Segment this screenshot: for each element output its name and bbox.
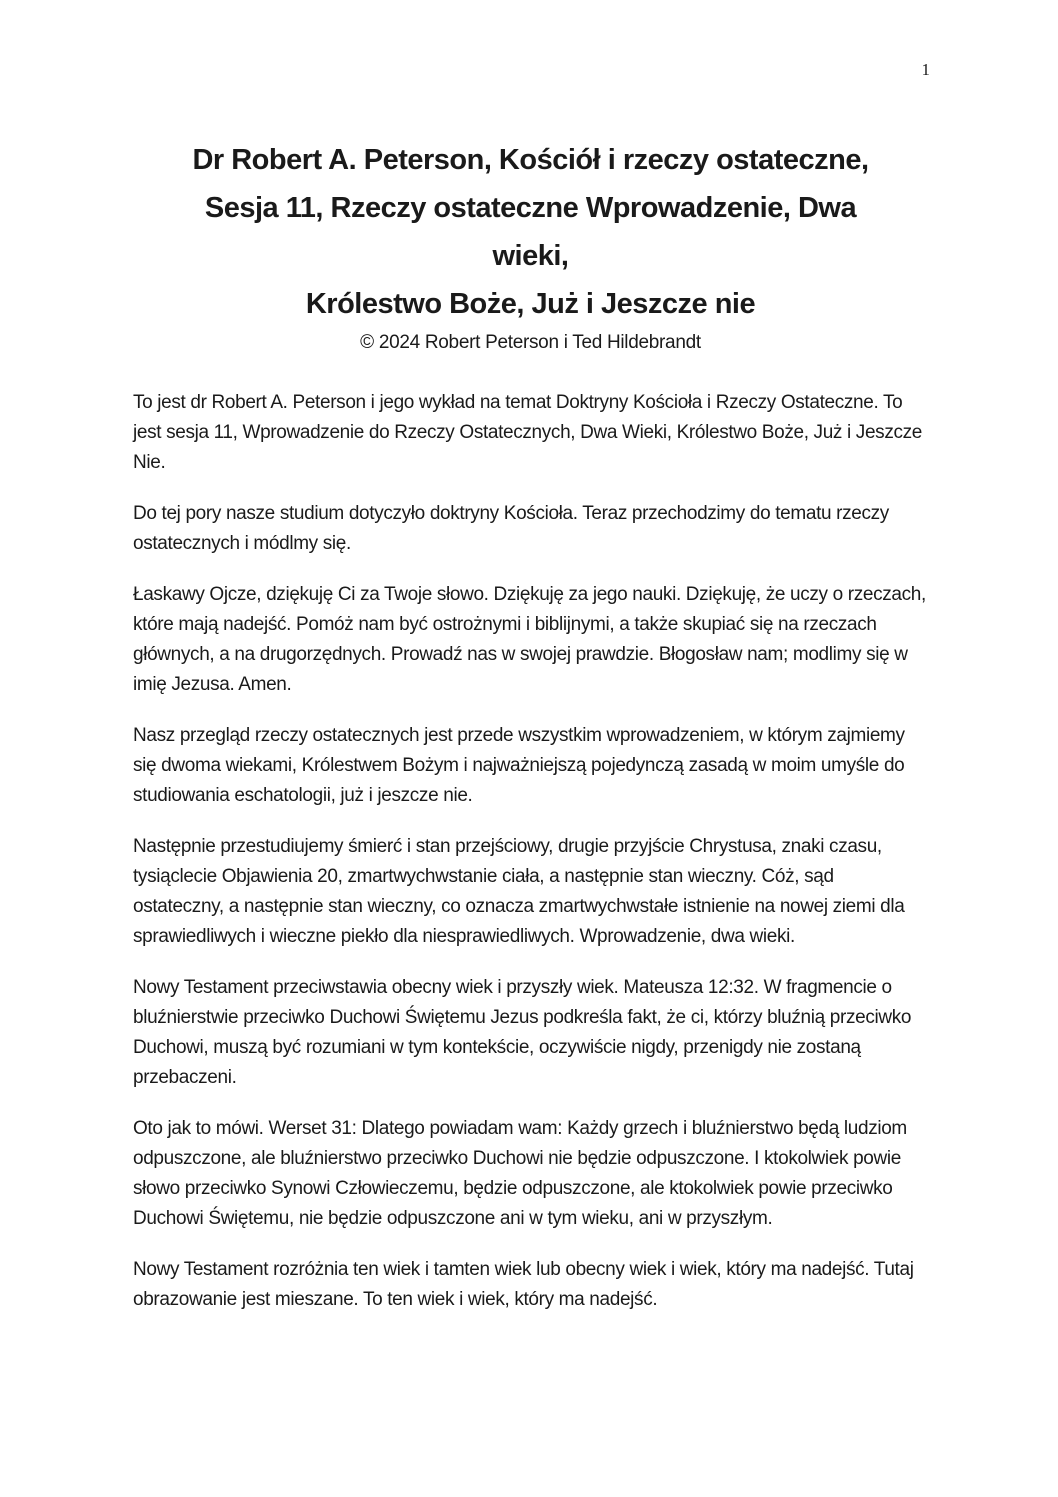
- copyright-line: © 2024 Robert Peterson i Ted Hildebrandt: [360, 332, 701, 353]
- title-line-4: Królestwo Boże, Już i Jeszcze nie: [305, 288, 756, 320]
- title-line-1: Dr Robert A. Peterson, Kościół i rzeczy ostateczne,: [192, 144, 869, 176]
- paragraph-two-ages: Nowy Testament przeciwstawia obecny wiek i przyszły wiek. Mateusza 12:32. W fragmencie o bluźnierstwie przeciwko Duchowi Świętemu Jezus podkreśla fakt, że ci, którzy bluźnią przeciwko Duchowi, muszą być rozumiani w tym kontekście, oczywiście nigdy, przenigdy nie zostaną przebaczeni.: [133, 977, 912, 1088]
- paragraph-transition: Do tej pory nasze studium dotyczyło doktryny Kościoła. Teraz przechodzimy do tematu rzeczy ostatecznych i módlmy się.: [133, 503, 889, 554]
- document-title: [133, 136, 928, 356]
- paragraph-intro: To jest dr Robert A. Peterson i jego wykład na temat Doktryny Kościoła i Rzeczy Ostateczne. To jest sesja 11, Wprowadzenie do Rzeczy Ostatecznych, Dwa Wieki, Królestwo Boże, Już i Jeszcze Nie.: [133, 392, 922, 473]
- paragraph-prayer: Łaskawy Ojcze, dziękuję Ci za Twoje słowo. Dziękuję za jego nauki. Dziękuję, że uczy o rzeczach, które mają nadejść. Pomóż nam być ostrożnymi i biblijnymi, a także skupiać się na rzeczach głównych, a na drugorzędnych. Prowadź nas w swojej prawdzie. Błogosław nam; modlimy się w imię Jezusa. Amen.: [133, 584, 926, 695]
- paragraph-overview: Nasz przegląd rzeczy ostatecznych jest przede wszystkim wprowadzeniem, w którym zajmiemy się dwoma wiekami, Królestwem Bożym i najważniejszą pojedynczą zasadą w moim umyśle do studiowania eschatologii, już i jeszcze nie.: [133, 725, 905, 806]
- page-number: 1: [921, 60, 930, 79]
- title-line-2: Sesja 11, Rzeczy ostateczne Wprowadzenie, Dwa: [204, 192, 857, 224]
- paragraph-verse-31: Oto jak to mówi. Werset 31: Dlatego powiadam wam: Każdy grzech i bluźnierstwo będą ludziom odpuszczone, ale bluźnierstwo przeciwko Duchowi nie będzie odpuszczone. I ktokolwiek powie słowo przeciwko Synowi Człowieczemu, będzie odpuszczone, ale ktokolwiek powie przeciwko Duchowi Świętemu, nie będzie odpuszczone ani w tym wieku, ani w przyszłym.: [133, 1118, 907, 1229]
- document-content: [133, 136, 928, 1336]
- document-body: [133, 388, 928, 1315]
- paragraph-distinction: Nowy Testament rozróżnia ten wiek i tamten wiek lub obecny wiek i wiek, który ma nadejść. Tutaj obrazowanie jest mieszane. To ten wiek i wiek, który ma nadejść.: [133, 1259, 914, 1310]
- title-line-3: wieki,: [492, 240, 569, 272]
- paragraph-topics: Następnie przestudiujemy śmierć i stan przejściowy, drugie przyjście Chrystusa, znaki czasu, tysiąclecie Objawienia 20, zmartwychwstanie ciała, a następnie stan wieczny. Cóż, sąd ostateczny, a następnie stan wieczny, co oznacza zmartwychwstałe istnienie na nowej ziemi dla sprawiedliwych i wieczne piekło dla niesprawiedliwych. Wprowadzenie, dwa wieki.: [133, 836, 905, 947]
